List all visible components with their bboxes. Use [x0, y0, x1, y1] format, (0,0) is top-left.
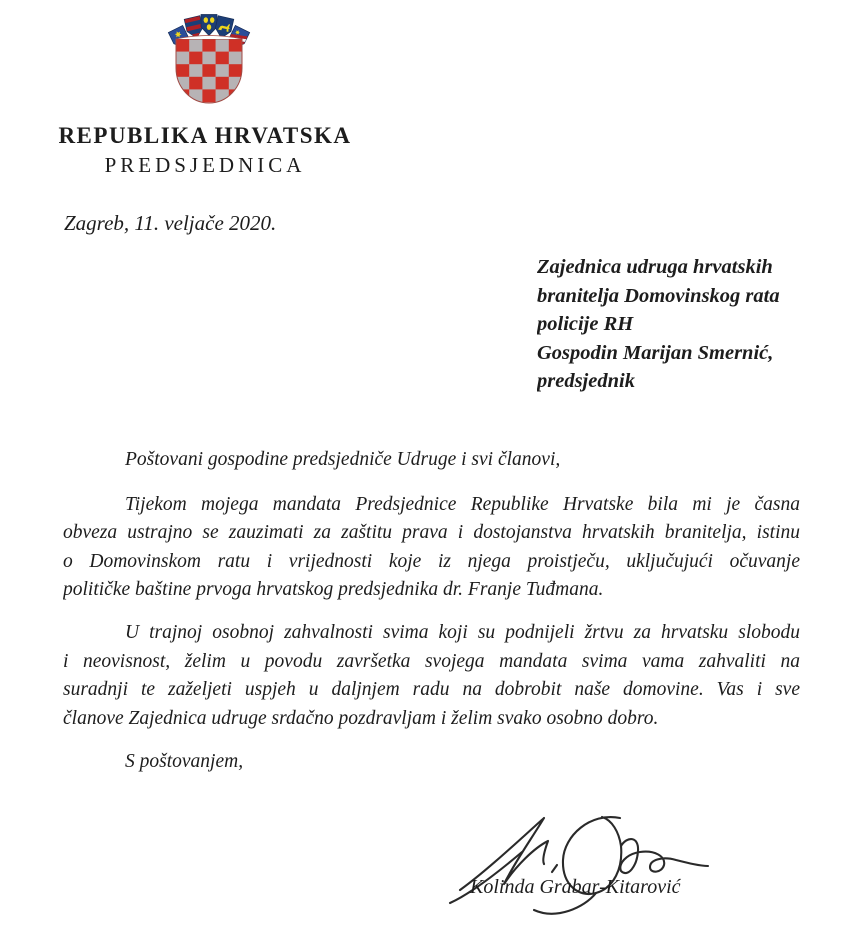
salutation: Poštovani gospodine predsjedniče Udruge i svi članovi,	[125, 449, 561, 470]
recipient-block	[537, 253, 780, 396]
text-line: policije RH	[537, 313, 634, 336]
checker-square	[202, 52, 216, 65]
checker-square	[202, 77, 216, 90]
paragraph-1	[63, 491, 800, 605]
checker-square	[202, 39, 216, 52]
text-line: obveza ustrajno se zauzimati za zaštitu prava i dostojanstva hrvatskih branitelja, istinu	[63, 522, 800, 544]
paragraph-2	[63, 619, 800, 733]
checker-square	[229, 52, 243, 65]
closing: S poštovanjem,	[125, 751, 244, 773]
checker-square	[216, 52, 230, 65]
checker-square	[189, 64, 203, 77]
checker-square	[189, 39, 203, 52]
checker-square	[176, 89, 190, 102]
signer-name: Kolinda Grabar-Kitarović	[470, 876, 681, 898]
text-line: suradnji te zaželjeti uspjeh u daljnjem radu na dobrobit naše domovine. Vas i sve	[63, 679, 800, 701]
checker-square	[176, 39, 190, 52]
checker-square	[202, 64, 216, 77]
text-line: članove Zajednica udruge srdačno pozdravljam i želim svako osobno dobro.	[63, 707, 659, 729]
letterhead-office: PREDSJEDNICA	[104, 153, 306, 177]
coat-shield	[176, 36, 242, 104]
text-line: Zajednica udruga hrvatskih	[537, 256, 773, 278]
text-line: U trajnoj osobnoj zahvalnosti svima koji su podnijeli žrtvu za hrvatsku slobodu	[125, 621, 800, 643]
letter-body	[63, 446, 800, 777]
checker-square	[202, 89, 216, 102]
checker-square	[229, 64, 243, 77]
handwritten-signature-icon	[444, 808, 714, 920]
checker-square	[216, 39, 230, 52]
text-line: Tijekom mojega mandata Predsjednice Republike Hrvatske bila mi je časna	[125, 493, 800, 515]
checker-square	[176, 64, 190, 77]
checker-square	[176, 77, 190, 90]
checker-square	[216, 64, 230, 77]
checker-square	[189, 77, 203, 90]
letterhead-country: REPUBLIKA HRVATSKA	[58, 123, 352, 148]
date-line: Zagreb, 11. veljače 2020.	[64, 211, 277, 235]
checker-square	[229, 89, 243, 102]
croatia-coat-of-arms-icon	[164, 8, 254, 112]
text-line: političke baštine prvoga hrvatskog predsjednika dr. Franje Tuđmana.	[63, 579, 604, 601]
checker-square	[176, 52, 190, 65]
text-line: predsjednik	[537, 370, 635, 393]
text-line: o Domovinskom ratu i vrijednosti koje iz njega proistječu, uključujući očuvanje	[63, 550, 800, 572]
text-line: i neovisnost, želim u povodu završetka svojega mandata svima vama zahvaliti na	[63, 650, 800, 672]
checker-square	[189, 52, 203, 65]
text-line: branitelja Domovinskog rata	[537, 284, 780, 307]
text-line: Gospodin Marijan Smernić,	[537, 341, 774, 364]
checker-square	[216, 77, 230, 90]
checker-square	[229, 39, 243, 52]
